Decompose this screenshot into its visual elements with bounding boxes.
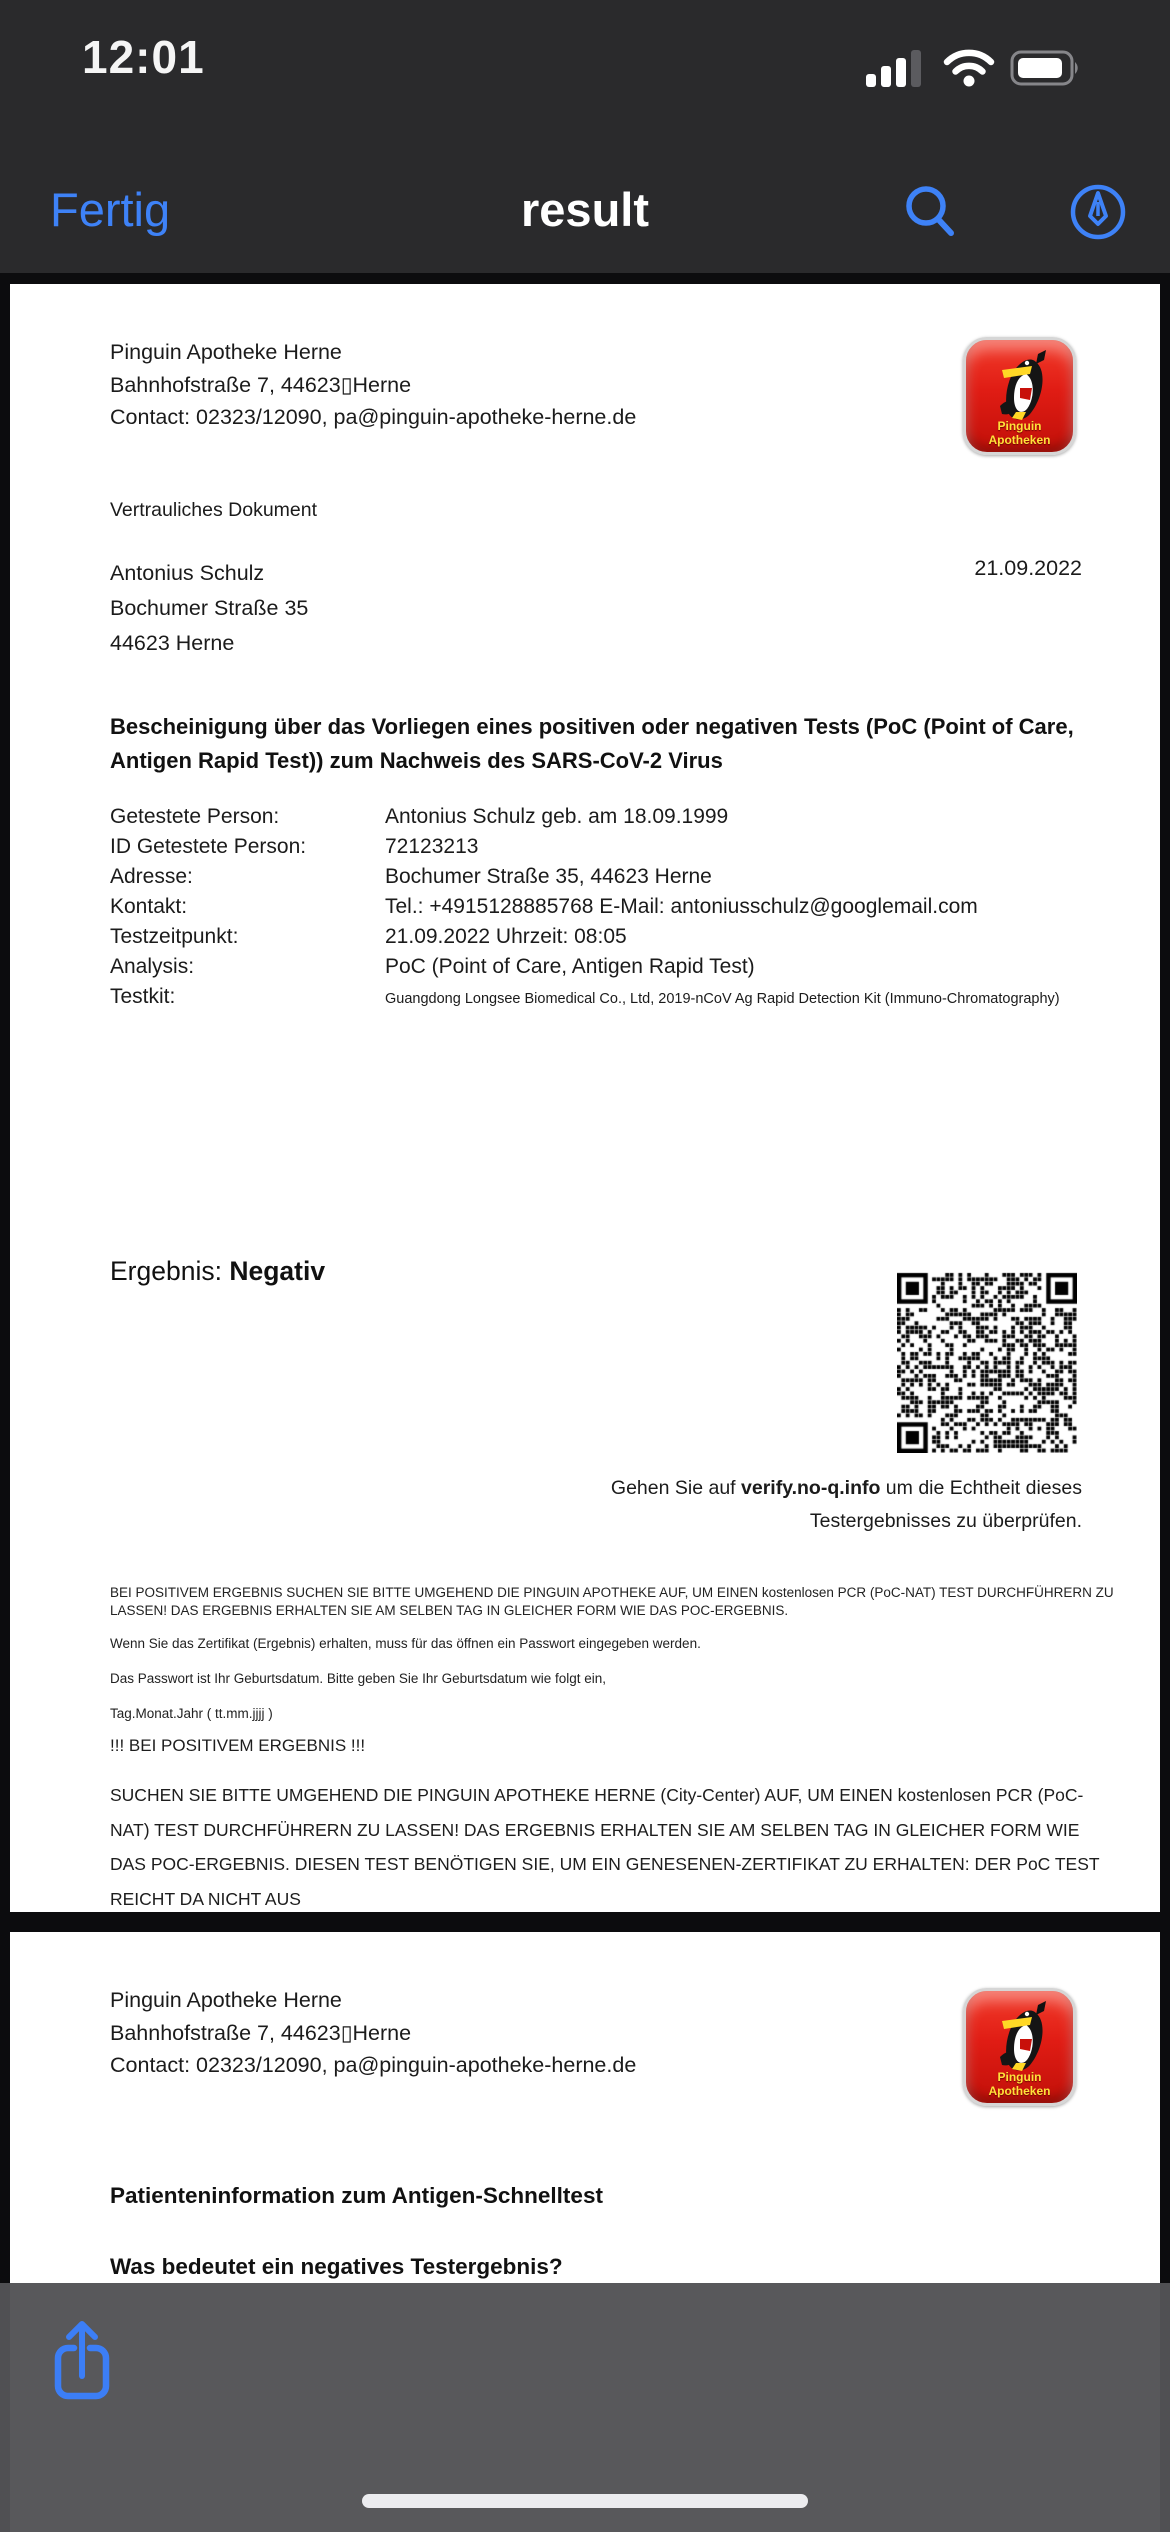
table-row bbox=[110, 895, 1120, 925]
detail-label: Kontakt: bbox=[110, 895, 188, 918]
detail-label: Adresse: bbox=[110, 865, 193, 888]
fine-print-paragraph: BEI POSITIVEM ERGEBNIS SUCHEN SIE BITTE UMGEHEND DIE PINGUIN APOTHEKE AUF, UM EINEN kostenlosen PCR (PoC-NAT) TEST DURCHFÜHRERN ZU LASSEN! DAS ERGEBNIS ERHALTEN SIE AM SELBEN TAG IN GLEICHER FORM WIE DAS POC-ERGEBNIS. bbox=[110, 1585, 1114, 1618]
logo-caption: Pinguin Apotheken bbox=[988, 2070, 1051, 2098]
detail-value: PoC (Point of Care, Antigen Rapid Test) bbox=[385, 955, 755, 978]
patient-info-title: Patienteninformation zum Antigen-Schnelltest bbox=[110, 2183, 603, 2208]
cellular-signal-icon bbox=[866, 48, 928, 93]
document-date: 21.09.2022 bbox=[974, 556, 1082, 580]
done-button[interactable]: Fertig bbox=[50, 183, 171, 236]
recipient-address bbox=[110, 556, 308, 661]
fine-print-paragraph: Wenn Sie das Zertifikat (Ergebnis) erhalten, muss für das öffnen ein Passwort eingegeben werden. bbox=[110, 1636, 701, 1651]
fine-print-paragraph: SUCHEN SIE BITTE UMGEHEND DIE PINGUIN APOTHEKE HERNE (City-Center) AUF, UM EINEN kostenlosen PCR (PoC-NAT) TEST DURCHFÜHRERN ZU LASSEN! DAS ERGEBNIS ERHALTEN SIE AM SELBEN TAG IN GLEICHER FORM WIE DAS POC-ERGEBNIS. DIESEN TEST BENÖTIGEN SIE, UM EIN GENESENEN-ZERTIFIKAT ZU ERHALTEN: DER PoC TEST REICHT DA NICHT AUS bbox=[110, 1785, 1100, 1909]
fine-print-paragraph: Tag.Monat.Jahr ( tt.mm.jjjj ) bbox=[110, 1706, 273, 1721]
home-indicator[interactable] bbox=[362, 2494, 808, 2508]
test-details-table bbox=[110, 805, 1120, 1015]
result-value: Negativ bbox=[229, 1256, 326, 1286]
detail-label: Testzeitpunkt: bbox=[110, 925, 239, 948]
letterhead-line: Pinguin Apotheke Herne bbox=[110, 340, 342, 364]
share-button[interactable] bbox=[50, 2316, 114, 2404]
letterhead bbox=[110, 336, 636, 434]
qr-caption-text: um die Echtheit dieses Testergebnisses zu überprüfen. bbox=[809, 1477, 1082, 1532]
detail-value: Antonius Schulz geb. am 18.09.1999 bbox=[385, 805, 729, 828]
letterhead bbox=[110, 1984, 636, 2082]
table-row bbox=[110, 925, 1120, 955]
battery-icon bbox=[1010, 48, 1082, 93]
certificate-title: Bescheinigung über das Vorliegen eines positiven oder negativen Tests (PoC (Point of Care, Antigen Rapid Test)) zum Nachweis des SARS-CoV-2 Virus bbox=[110, 714, 1074, 773]
verify-url: verify.no-q.info bbox=[741, 1477, 881, 1499]
logo-caption: Pinguin Apotheken bbox=[988, 419, 1051, 447]
detail-label: Getestete Person: bbox=[110, 805, 280, 828]
detail-value: 21.09.2022 Uhrzeit: 08:05 bbox=[385, 925, 627, 948]
detail-label: Analysis: bbox=[110, 955, 195, 978]
recipient-street: Bochumer Straße 35 bbox=[110, 596, 309, 620]
pharmacy-logo bbox=[963, 1988, 1076, 2106]
qr-caption bbox=[602, 1472, 1082, 1538]
document-title: result bbox=[521, 183, 649, 236]
positive-result-banner: !!! BEI POSITIVEM ERGEBNIS !!! bbox=[110, 1736, 366, 1755]
pharmacy-logo bbox=[963, 337, 1076, 455]
fine-print-paragraph: Das Passwort ist Ihr Geburtsdatum. Bitte geben Sie Ihr Geburtsdatum wie folgt ein, bbox=[110, 1671, 606, 1686]
wifi-icon bbox=[942, 48, 996, 93]
table-row bbox=[110, 865, 1120, 895]
letterhead-line: Contact: 02323/12090, pa@pinguin-apotheke-herne.de bbox=[110, 405, 637, 429]
search-icon bbox=[900, 182, 960, 242]
status-time: 12:01 bbox=[82, 31, 205, 83]
detail-label: Testkit: bbox=[110, 985, 176, 1008]
table-row bbox=[110, 985, 1120, 1015]
test-result bbox=[110, 1256, 325, 1287]
share-icon bbox=[50, 2316, 114, 2404]
letterhead-line: Bahnhofstraße 7, 44623▯Herne bbox=[110, 372, 412, 397]
markup-button[interactable] bbox=[1068, 182, 1128, 242]
table-row bbox=[110, 835, 1120, 865]
markup-pen-icon bbox=[1068, 182, 1128, 242]
status-icons bbox=[866, 48, 1082, 93]
result-label: Ergebnis: bbox=[110, 1256, 230, 1286]
confidential-label: Vertrauliches Dokument bbox=[110, 499, 318, 521]
letterhead-line: Bahnhofstraße 7, 44623▯Herne bbox=[110, 2020, 412, 2045]
recipient-city: 44623 Herne bbox=[110, 631, 235, 655]
letterhead-line: Pinguin Apotheke Herne bbox=[110, 1988, 342, 2012]
letterhead-line: Contact: 02323/12090, pa@pinguin-apotheke-herne.de bbox=[110, 2053, 637, 2077]
detail-label: ID Getestete Person: bbox=[110, 835, 307, 858]
search-button[interactable] bbox=[900, 182, 960, 242]
detail-value: Tel.: +4915128885768 E-Mail: antoniusschulz@googlemail.com bbox=[385, 895, 978, 918]
detail-value: Bochumer Straße 35, 44623 Herne bbox=[385, 865, 712, 888]
detail-value: 72123213 bbox=[385, 835, 479, 858]
detail-value: Guangdong Longsee Biomedical Co., Ltd, 2019-nCoV Ag Rapid Detection Kit (Immuno-Chromatography) bbox=[385, 991, 1060, 1007]
table-row bbox=[110, 955, 1120, 985]
table-row bbox=[110, 805, 1120, 835]
top-chrome bbox=[0, 0, 1170, 273]
negative-result-question: Was bedeutet ein negatives Testergebnis? bbox=[110, 2254, 563, 2279]
qr-code bbox=[897, 1270, 1077, 1453]
recipient-name: Antonius Schulz bbox=[110, 561, 265, 585]
qr-caption-text: Gehen Sie auf bbox=[610, 1477, 741, 1499]
document-page-1[interactable] bbox=[10, 284, 1160, 1912]
